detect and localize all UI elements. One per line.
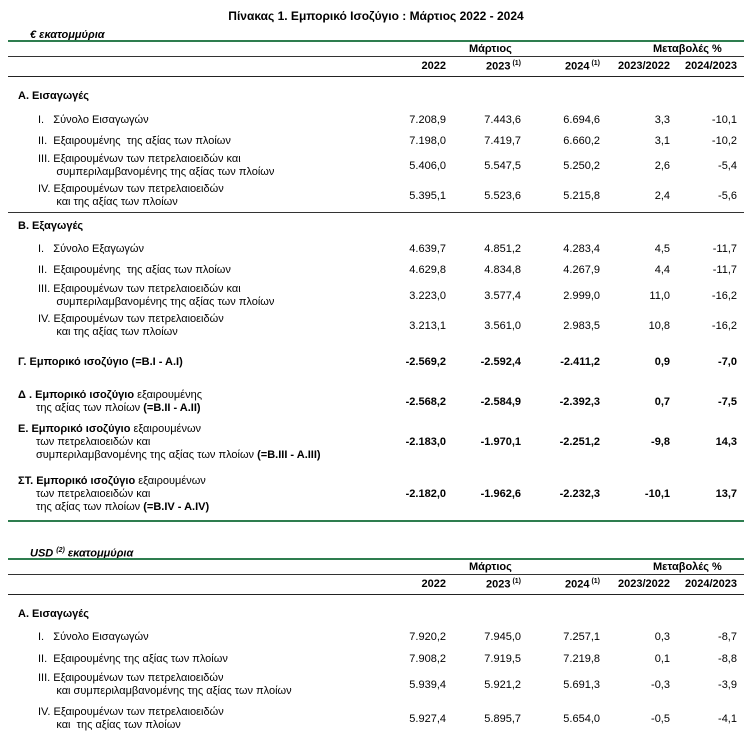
balance-text: των πετρελαιοειδών και	[36, 436, 151, 448]
eur-imports-3-value-4: -5,6	[718, 190, 737, 202]
eur-exports-0-value-0: 4.639,7	[409, 243, 446, 255]
balance-label-0	[18, 356, 183, 369]
balance-label-line	[18, 423, 321, 436]
year-header-2024: 2024 $^{(1)}$	[565, 60, 600, 73]
balance-3-value-1: -1.962,6	[480, 488, 521, 500]
year-note: (1)	[589, 60, 600, 67]
usd-imports-0-value-0: 7.920,2	[409, 631, 446, 643]
eur-imports-label-line: II. Εξαιρουμένης της αξίας των πλοίων	[38, 135, 231, 147]
header-rule	[8, 594, 744, 595]
usd-imports-1-value-1: 7.919,5	[484, 653, 521, 665]
balance-2-value-4: 14,3	[715, 436, 737, 448]
year-note: (1)	[510, 60, 521, 67]
balance-1-value-3: 0,7	[654, 396, 670, 408]
eur-exports-2-value-3: 11,0	[649, 290, 670, 302]
year-header-2024: 2024 $^{(1)}$	[565, 578, 600, 591]
balance-label-2	[18, 423, 321, 462]
usd-imports-3-value-0: 5.927,4	[409, 713, 446, 725]
eur-exports-3-value-4: -16,2	[711, 320, 737, 332]
change-header-0: 2023/2022	[618, 60, 670, 72]
usd-imports-label-1	[38, 653, 228, 666]
eur-exports-2-value-1: 3.577,4	[484, 290, 521, 302]
eur-imports-1-value-0: 7.198,0	[409, 135, 446, 147]
balance-0-value-2: -2.411,2	[560, 356, 600, 368]
balance-bold: Δ . Εμπορικό ισοζύγιο	[18, 389, 138, 401]
usd-imports-0-value-2: 7.257,1	[563, 631, 600, 643]
balance-bold: Ε. Εμπορικό ισοζύγιο	[18, 423, 134, 435]
eur-imports-label-0	[38, 114, 149, 127]
usd-imports-header: Α. Εισαγωγές	[18, 608, 89, 620]
unit-rule	[8, 558, 744, 560]
balance-label-1	[18, 389, 202, 415]
eur-imports-label-2	[38, 153, 274, 179]
change-header-1: 2024/2023	[685, 578, 737, 590]
eur-exports-label-line: και της αξίας των πλοίων	[38, 326, 178, 338]
usd-imports-label-2	[38, 672, 292, 698]
eur-exports-3-value-2: 2.983,5	[563, 320, 600, 332]
eur-exports-1-value-1: 4.834,8	[484, 264, 521, 276]
usd-imports-2-value-0: 5.939,4	[409, 679, 446, 691]
eur-imports-label-1	[38, 135, 231, 148]
usd-imports-3-value-4: -4,1	[718, 713, 737, 725]
year-header-2023: 2023 $^{(1)}$	[486, 578, 521, 591]
balance-text: εξαιρουμένης	[137, 389, 202, 401]
balance-label-line	[18, 501, 209, 514]
eur-exports-label-1	[38, 264, 231, 277]
eur-bottom-rule	[8, 520, 744, 522]
balance-label-line	[18, 449, 321, 462]
change-header-0: 2023/2022	[618, 578, 670, 590]
year-header-2023: 2023 $^{(1)}$	[486, 60, 521, 73]
usd-unit-note: (2)	[56, 547, 65, 554]
imports-rule	[8, 212, 744, 213]
eur-exports-1-value-4: -11,7	[712, 264, 737, 276]
usd-imports-1-value-2: 7.219,8	[563, 653, 600, 665]
balance-3-value-3: -10,1	[644, 488, 670, 500]
year-note: (1)	[589, 578, 600, 585]
usd-imports-0-value-4: -8,7	[718, 631, 737, 643]
balance-0-value-0: -2.569,2	[405, 356, 446, 368]
eur-exports-label-0	[38, 243, 144, 256]
balance-3-value-0: -2.182,0	[405, 488, 446, 500]
eur-imports-0-value-0: 7.208,9	[409, 114, 446, 126]
eur-exports-2-value-4: -16,2	[711, 290, 737, 302]
eur-imports-3-value-3: 2,4	[654, 190, 670, 202]
usd-imports-0-value-3: 0,3	[654, 631, 670, 643]
eur-exports-0-value-3: 4,5	[654, 243, 670, 255]
usd-imports-2-value-2: 5.691,3	[563, 679, 600, 691]
balance-0-value-1: -2.592,4	[480, 356, 521, 368]
balance-label-3	[18, 475, 209, 514]
eur-imports-2-value-0: 5.406,0	[409, 160, 446, 172]
eur-imports-1-value-1: 7.419,7	[484, 135, 521, 147]
balance-0-value-4: -7,0	[718, 356, 737, 368]
usd-imports-3-value-3: -0,5	[651, 713, 670, 725]
balance-bold: Γ. Εμπορικό ισοζύγιο	[18, 356, 132, 368]
usd-imports-2-value-4: -3,9	[718, 679, 737, 691]
eur-imports-3-value-0: 5.395,1	[409, 190, 446, 202]
balance-bold: ΣΤ. Εμπορικό ισοζύγιο	[18, 475, 139, 487]
eur-exports-label-line: II. Εξαιρουμένης της αξίας των πλοίων	[38, 264, 231, 276]
eur-imports-2-value-3: 2,6	[654, 160, 670, 172]
balance-1-value-2: -2.392,3	[559, 396, 600, 408]
usd-imports-label-line: και της αξίας των πλοίων	[38, 719, 181, 731]
usd-imports-label-line: IV. Εξαιρουμένων των πετρελαιοειδών	[38, 706, 224, 718]
eur-exports-3-value-1: 3.561,0	[484, 320, 521, 332]
usd-imports-label-3	[38, 706, 224, 732]
eur-imports-label-line: συμπεριλαμβανομένης της αξίας των πλοίων	[38, 166, 275, 178]
balance-formula: (=B.II - A.II)	[143, 402, 201, 414]
balance-2-value-1: -1.970,1	[480, 436, 521, 448]
eur-imports-label-line: I. Σύνολο Εισαγωγών	[38, 114, 149, 126]
year-note: (1)	[510, 578, 521, 585]
month-group-header: Μάρτιος	[469, 561, 512, 573]
eur-imports-label-line: III. Εξαιρουμένων των πετρελαιοειδών και	[38, 153, 241, 165]
usd-imports-3-value-2: 5.654,0	[563, 713, 600, 725]
eur-imports-3-value-2: 5.215,8	[563, 190, 600, 202]
year-header-2022: 2022	[421, 578, 446, 590]
balance-label-line	[18, 488, 209, 501]
eur-exports-2-value-2: 2.999,0	[563, 290, 600, 302]
balance-text: συμπεριλαμβανομένης της αξίας των πλοίων	[36, 449, 258, 461]
balance-3-value-2: -2.232,3	[559, 488, 600, 500]
eur-imports-0-value-4: -10,1	[711, 114, 737, 126]
change-group-header: Μεταβολές %	[653, 43, 722, 55]
eur-exports-label-line: IV. Εξαιρουμένων των πετρελαιοειδών	[38, 313, 224, 325]
usd-imports-label-line: II. Εξαιρουμένης της αξίας των πλοίων	[38, 653, 228, 665]
eur-exports-1-value-2: 4.267,9	[563, 264, 600, 276]
eur-exports-label-2	[38, 283, 274, 309]
group-rule	[8, 574, 744, 575]
usd-imports-1-value-4: -8,8	[718, 653, 737, 665]
table-title: Πίνακας 1. Εμπορικό Ισοζύγιο : Μάρτιος 2022 - 2024	[228, 9, 524, 23]
balance-label-line	[18, 389, 202, 402]
group-rule	[8, 56, 744, 57]
eur-imports-1-value-2: 6.660,2	[563, 135, 600, 147]
usd-imports-0-value-1: 7.945,0	[484, 631, 521, 643]
eur-imports-3-value-1: 5.523,6	[484, 190, 521, 202]
eur-exports-3-value-0: 3.213,1	[409, 320, 446, 332]
unit-rule	[8, 40, 744, 42]
eur-exports-0-value-2: 4.283,4	[563, 243, 600, 255]
balance-1-value-4: -7,5	[718, 396, 737, 408]
balance-1-value-0: -2.568,2	[405, 396, 446, 408]
balance-0-value-3: 0,9	[654, 356, 670, 368]
balance-label-line	[18, 402, 202, 415]
eur-imports-label-3	[38, 183, 224, 209]
usd-imports-1-value-0: 7.908,2	[409, 653, 446, 665]
eur-exports-label-line: συμπεριλαμβανομένης της αξίας των πλοίων	[38, 296, 275, 308]
imports-header: Α. Εισαγωγές	[18, 90, 89, 102]
balance-label-line	[18, 475, 209, 488]
eur-imports-1-value-3: 3,1	[654, 135, 670, 147]
eur-imports-0-value-3: 3,3	[654, 114, 670, 126]
balance-2-value-2: -2.251,2	[559, 436, 600, 448]
balance-2-value-3: -9,8	[651, 436, 670, 448]
eur-imports-2-value-1: 5.547,5	[484, 160, 521, 172]
balance-1-value-1: -2.584,9	[480, 396, 521, 408]
unit-label: € εκατομμύρια	[30, 29, 105, 41]
usd-imports-3-value-1: 5.895,7	[484, 713, 521, 725]
usd-imports-2-value-1: 5.921,2	[484, 679, 521, 691]
balance-label-line	[18, 436, 321, 449]
balance-label-line	[18, 356, 183, 369]
exports-header: Β. Εξαγωγές	[18, 220, 84, 232]
header-rule	[8, 76, 744, 77]
eur-exports-0-value-1: 4.851,2	[484, 243, 521, 255]
eur-imports-1-value-4: -10,2	[711, 135, 737, 147]
month-group-header: Μάρτιος	[469, 43, 512, 55]
eur-exports-0-value-4: -11,7	[712, 243, 737, 255]
usd-unit-label: USD $^{(2)}$ εκατομμύρια	[30, 547, 134, 560]
balance-2-value-0: -2.183,0	[405, 436, 446, 448]
change-group-header: Μεταβολές %	[653, 561, 722, 573]
eur-exports-label-3	[38, 313, 224, 339]
balance-text: των πετρελαιοειδών και	[36, 488, 151, 500]
change-header-1: 2024/2023	[685, 60, 737, 72]
balance-text: της αξίας των πλοίων	[36, 402, 144, 414]
eur-imports-2-value-4: -5,4	[718, 160, 737, 172]
eur-imports-0-value-1: 7.443,6	[484, 114, 521, 126]
balance-3-value-4: 13,7	[715, 488, 737, 500]
eur-exports-1-value-0: 4.629,8	[409, 264, 446, 276]
balance-text: εξαιρουμένων	[138, 475, 206, 487]
usd-imports-label-0	[38, 631, 149, 644]
eur-imports-2-value-2: 5.250,2	[563, 160, 600, 172]
usd-imports-label-line: III. Εξαιρουμένων των πετρελαιοειδών	[38, 672, 224, 684]
usd-imports-1-value-3: 0,1	[654, 653, 670, 665]
usd-imports-label-line: I. Σύνολο Εισαγωγών	[38, 631, 149, 643]
balance-formula: (=B.III - A.III)	[257, 449, 321, 461]
eur-exports-2-value-0: 3.223,0	[409, 290, 446, 302]
eur-exports-label-line: I. Σύνολο Εξαγωγών	[38, 243, 145, 255]
balance-formula: (=B.IV - A.IV)	[143, 501, 210, 513]
balance-text: εξαιρουμένων	[133, 423, 202, 435]
usd-imports-2-value-3: -0,3	[651, 679, 670, 691]
balance-formula: (=B.I - A.I)	[131, 356, 183, 368]
eur-imports-label-line: και της αξίας των πλοίων	[38, 196, 178, 208]
year-header-2022: 2022	[421, 60, 446, 72]
eur-exports-3-value-3: 10,8	[648, 320, 670, 332]
eur-exports-label-line: III. Εξαιρουμένων των πετρελαιοειδών και	[38, 283, 241, 295]
usd-imports-label-line: και συμπεριλαμβανομένης της αξίας των πλοίων	[38, 685, 292, 697]
eur-imports-label-line: IV. Εξαιρουμένων των πετρελαιοειδών	[38, 183, 224, 195]
balance-text: της αξίας των πλοίων	[36, 501, 144, 513]
eur-exports-1-value-3: 4,4	[654, 264, 670, 276]
eur-imports-0-value-2: 6.694,6	[563, 114, 600, 126]
